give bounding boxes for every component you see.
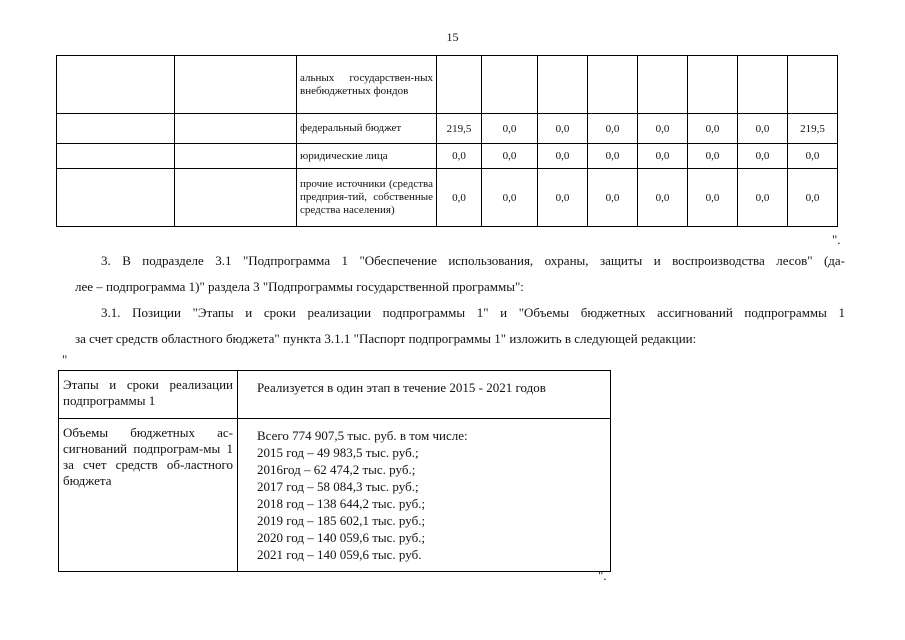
funding-value-cell: 0,0 (538, 114, 588, 144)
opening-quote: " (62, 352, 68, 367)
budget-line: 2019 год – 185 602,1 тыс. руб.; (257, 513, 426, 528)
budget-line: 2017 год – 58 084,3 тыс. руб.; (257, 479, 419, 494)
funding-row (57, 144, 838, 169)
funding-source-label: юридические лица (297, 144, 437, 169)
funding-source-label: альных государствен-ных внебюджетных фондов (297, 56, 437, 114)
funding-value-cell (437, 56, 482, 114)
funding-value-cell (788, 56, 838, 114)
funding-row (57, 169, 838, 227)
funding-value-cell: 0,0 (437, 169, 482, 227)
funding-row (57, 114, 838, 144)
passport-row-stages (59, 371, 611, 419)
funding-value-cell (688, 56, 738, 114)
paragraph-3-line-1: 3. В подразделе 3.1 "Подпрограмма 1 "Обеспечение использования, охраны, защиты и воспроизводства лесов" (да- (101, 253, 845, 268)
funding-value-cell (482, 56, 538, 114)
funding-value-cell (638, 56, 688, 114)
funding-value-cell: 0,0 (788, 169, 838, 227)
passport-label-stages: Этапы и сроки реализации подпрограммы 1 (59, 371, 238, 419)
funding-source-label: прочие источники (средства предприя-тий, собственные средства населения) (297, 169, 437, 227)
budget-line: 2018 год – 138 644,2 тыс. руб.; (257, 496, 426, 511)
passport-label-budget: Объемы бюджетных ас-сигнований подпрограм-мы 1 за счет средств об-ластного бюджета (59, 419, 238, 572)
funding-value-cell: 0,0 (638, 169, 688, 227)
paragraph-3-1-line-2: за счет средств областного бюджета" пункта 3.1.1 "Паспорт подпрограммы 1" изложить в следующей редакции: (75, 331, 697, 346)
funding-value-cell (588, 56, 638, 114)
paragraph-3-1-line-1: 3.1. Позиции "Этапы и сроки реализации подпрограммы 1" и "Объемы бюджетных ассигнований подпрограммы 1 (101, 305, 845, 320)
budget-line: Всего 774 907,5 тыс. руб. в том числе: (257, 428, 468, 443)
funding-row (57, 56, 838, 114)
funding-value-cell: 0,0 (688, 114, 738, 144)
empty-cell (175, 114, 297, 144)
budget-line: 2016год – 62 474,2 тыс. руб.; (257, 462, 416, 477)
empty-cell (175, 144, 297, 169)
closing-quote-1: ". (832, 232, 841, 247)
paragraph-3-1 (75, 300, 845, 352)
funding-source-label: федеральный бюджет (297, 114, 437, 144)
funding-sources-table (56, 55, 838, 227)
funding-value-cell: 0,0 (688, 169, 738, 227)
budget-line: 2020 год – 140 059,6 тыс. руб.; (257, 530, 426, 545)
paragraph-3-line-2: лее – подпрограмма 1)" раздела 3 "Подпрограммы государственной программы": (75, 279, 524, 294)
empty-cell (175, 56, 297, 114)
funding-value-cell: 219,5 (437, 114, 482, 144)
empty-cell (57, 114, 175, 144)
passport-value-stages: Реализуется в один этап в течение 2015 - 2021 годов (238, 371, 611, 419)
funding-value-cell: 0,0 (738, 114, 788, 144)
funding-value-cell: 0,0 (588, 169, 638, 227)
funding-value-cell: 0,0 (688, 144, 738, 169)
empty-cell (57, 144, 175, 169)
funding-value-cell: 0,0 (788, 144, 838, 169)
closing-quote-2: ". (598, 568, 607, 583)
funding-value-cell: 0,0 (738, 144, 788, 169)
funding-value-cell: 0,0 (738, 169, 788, 227)
budget-line: 2021 год – 140 059,6 тыс. руб. (257, 547, 422, 562)
funding-value-cell: 0,0 (437, 144, 482, 169)
subprogram-passport-table (58, 370, 611, 572)
funding-value-cell: 0,0 (588, 114, 638, 144)
funding-value-cell: 0,0 (482, 169, 538, 227)
funding-value-cell: 0,0 (482, 144, 538, 169)
passport-value-budget (238, 419, 611, 572)
funding-value-cell: 219,5 (788, 114, 838, 144)
page-number: 15 (446, 30, 459, 44)
empty-cell (57, 169, 175, 227)
passport-row-budget (59, 419, 611, 572)
funding-value-cell: 0,0 (588, 144, 638, 169)
budget-line: 2015 год – 49 983,5 тыс. руб.; (257, 445, 419, 460)
funding-value-cell: 0,0 (638, 114, 688, 144)
funding-value-cell (538, 56, 588, 114)
funding-value-cell: 0,0 (538, 169, 588, 227)
funding-value-cell: 0,0 (482, 114, 538, 144)
funding-value-cell: 0,0 (638, 144, 688, 169)
funding-value-cell (738, 56, 788, 114)
empty-cell (57, 56, 175, 114)
funding-value-cell: 0,0 (538, 144, 588, 169)
empty-cell (175, 169, 297, 227)
paragraph-3 (75, 248, 845, 300)
